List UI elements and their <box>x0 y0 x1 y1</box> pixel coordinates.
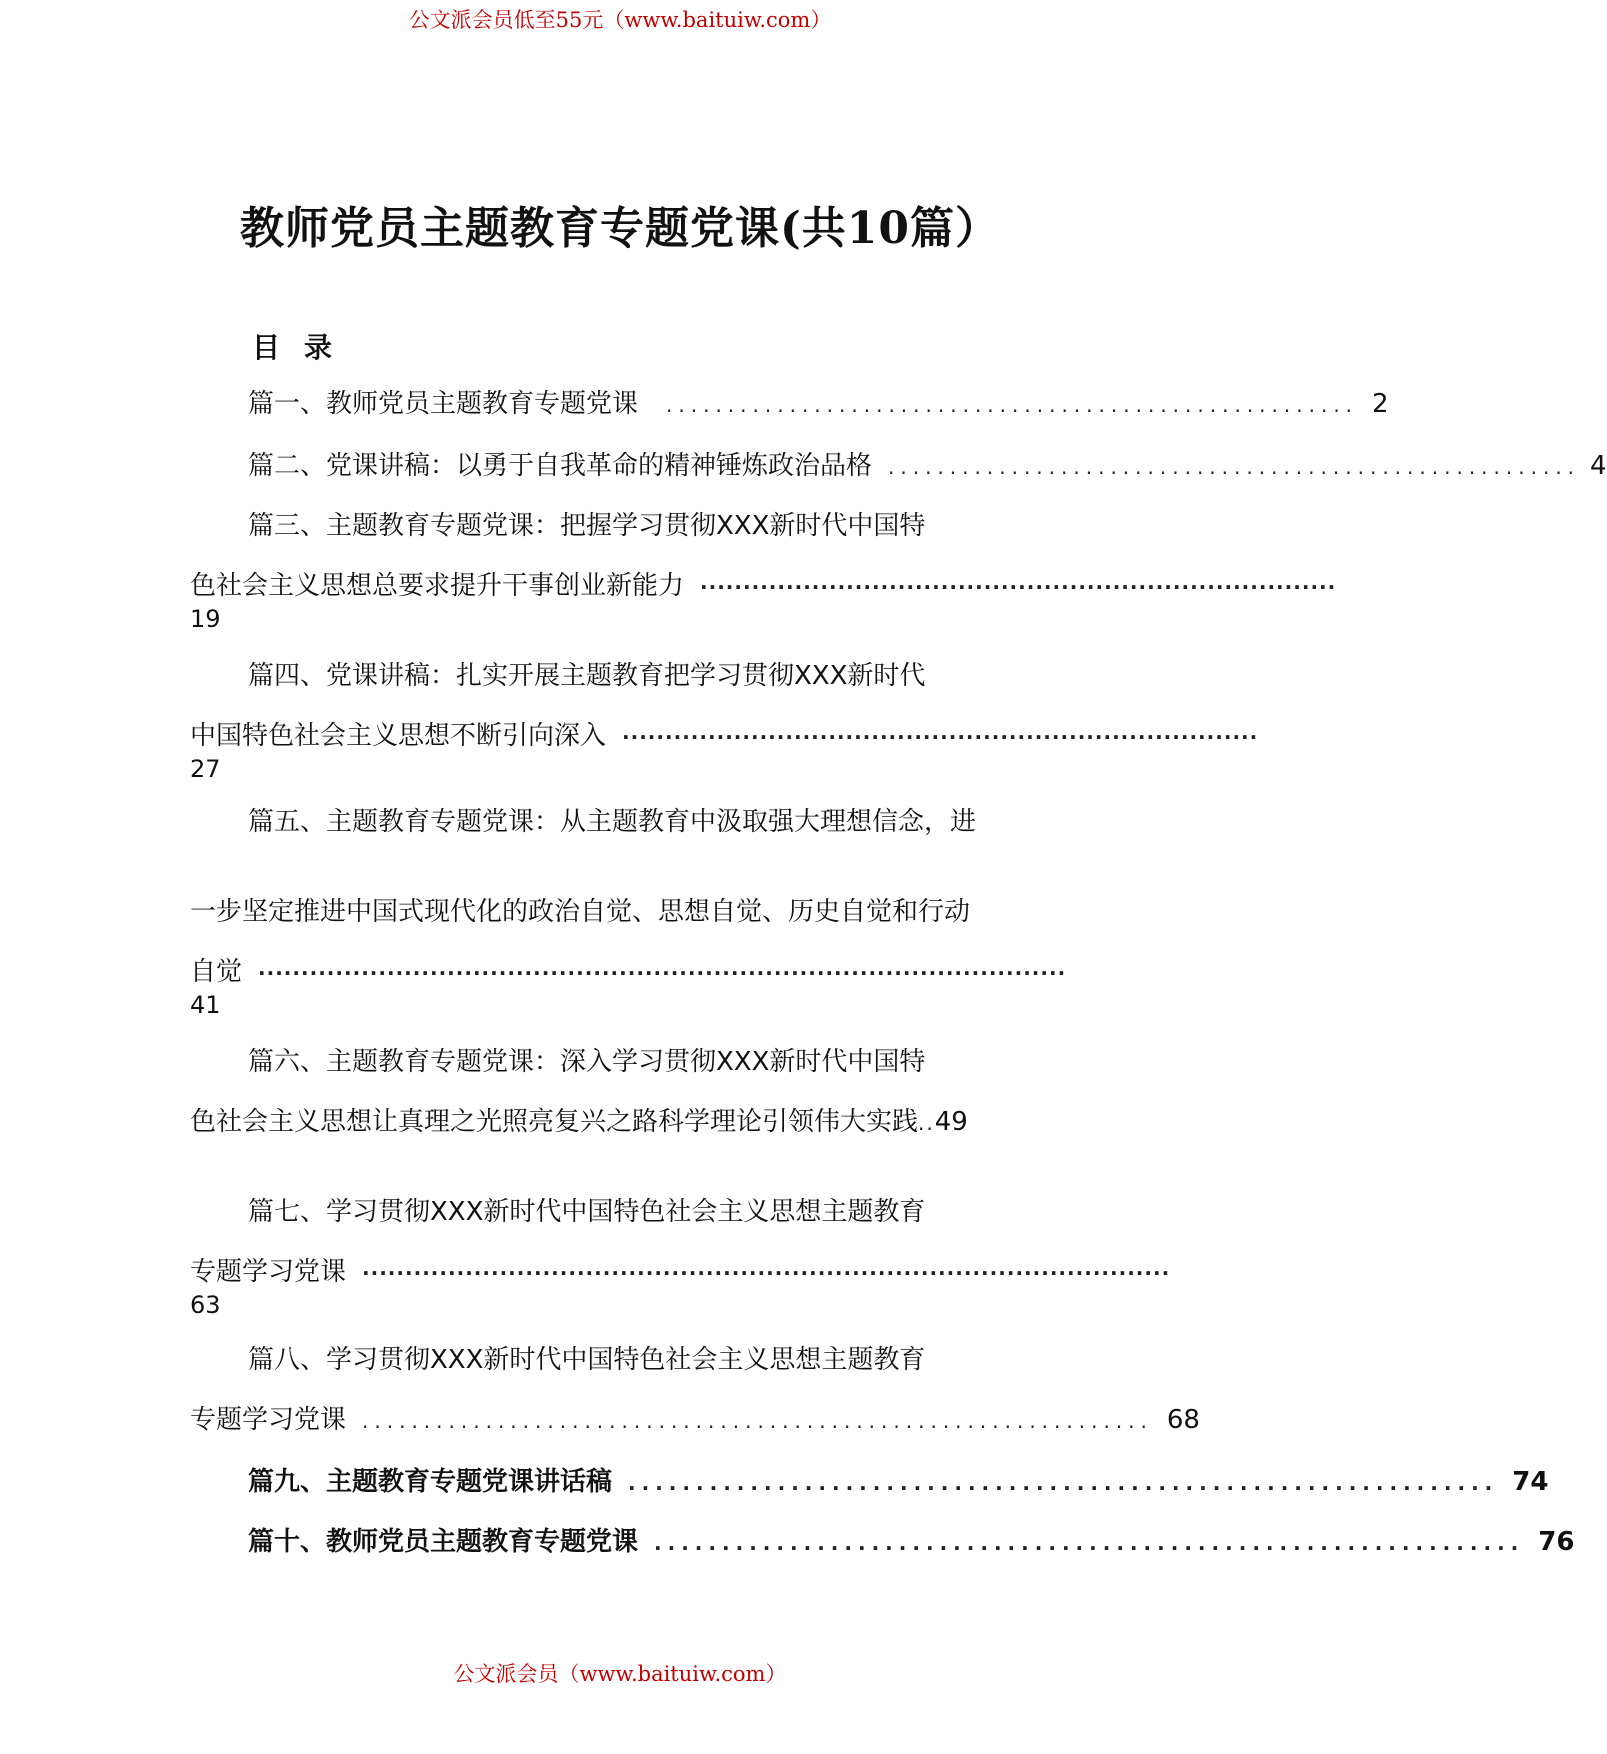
toc-entry-8-line-2[interactable] <box>190 1402 1200 1439</box>
toc-entry-page: 49 <box>934 1107 968 1137</box>
toc-entry-5-page: 41 <box>190 991 221 1019</box>
toc-entry-title: 篇一、教师党员主题教育专题党课 <box>248 389 639 419</box>
toc-entry-5-line-2[interactable]: 一步坚定推进中国式现代化的政治自觉、思想自觉、历史自觉和行动 <box>190 897 971 927</box>
dot-leader: ······························································································ <box>362 1261 1171 1285</box>
toc-entry-9[interactable] <box>248 1464 1549 1501</box>
document-title: 教师党员主题教育专题党课(共10篇） <box>239 203 1001 254</box>
dot-leader: ................................................................ <box>654 1531 1525 1555</box>
dot-leader: ·········································································· <box>700 575 1337 599</box>
toc-entry-6-line-2[interactable] <box>190 1104 1058 1141</box>
toc-entry-7-line-2[interactable] <box>190 1254 1171 1291</box>
toc-entry-5-line-1[interactable]: 篇五、主题教育专题党课：从主题教育中汲取强大理想信念，进 <box>248 807 977 837</box>
footer-banner: 公文派会员（www.baituiw.com） <box>453 1662 787 1686</box>
toc-entry-4-line-2[interactable] <box>190 718 1259 755</box>
toc-heading: 目录 <box>252 331 357 364</box>
dot-leader: ................................................................ <box>628 1471 1499 1495</box>
dot-leader: ........................................................ <box>666 393 1359 417</box>
toc-entry-title: 篇九、主题教育专题党课讲话稿 <box>248 1467 613 1497</box>
dot-leader: .. <box>918 1111 935 1135</box>
toc-entry-4-page: 27 <box>190 755 221 783</box>
toc-entry-8-line-1[interactable]: 篇八、学习贯彻XXX新时代中国特色社会主义思想主题教育 <box>248 1345 926 1375</box>
toc-entry-title: 篇二、党课讲稿：以勇于自我革命的精神锤炼政治品格 <box>248 451 873 481</box>
dot-leader: ........................................................ <box>888 455 1581 479</box>
toc-entry-title: 自觉 <box>190 957 243 987</box>
dot-leader: ······························································································ <box>258 961 1067 985</box>
toc-entry-7-line-1[interactable]: 篇七、学习贯彻XXX新时代中国特色社会主义思想主题教育 <box>248 1197 926 1227</box>
toc-entry-page: 2 <box>1372 389 1389 419</box>
toc-entry-3-page: 19 <box>190 605 221 633</box>
toc-entry-3-line-1[interactable]: 篇三、主题教育专题党课：把握学习贯彻XXX新时代中国特 <box>248 511 926 541</box>
toc-entry-page: 74 <box>1512 1467 1549 1497</box>
toc-entry-7-page: 63 <box>190 1291 221 1319</box>
toc-entry-page: 76 <box>1538 1527 1575 1557</box>
toc-entry-2[interactable] <box>248 448 1607 485</box>
toc-entry-10[interactable] <box>248 1524 1575 1561</box>
toc-entry-title: 中国特色社会主义思想不断引向深入 <box>190 721 607 751</box>
toc-entry-3-line-2[interactable] <box>190 568 1337 605</box>
toc-entry-title: 篇十、教师党员主题教育专题党课 <box>248 1527 639 1557</box>
toc-entry-title: 色社会主义思想让真理之光照亮复兴之路科学理论引领伟大实践 <box>190 1107 919 1137</box>
toc-entry-6-line-1[interactable]: 篇六、主题教育专题党课：深入学习贯彻XXX新时代中国特 <box>248 1047 926 1077</box>
dot-leader: ................................................................ <box>362 1409 1153 1433</box>
toc-entry-4-line-1[interactable]: 篇四、党课讲稿：扎实开展主题教育把学习贯彻XXX新时代 <box>248 661 926 691</box>
toc-entry-page: 68 <box>1166 1405 1200 1435</box>
toc-entry-page: 4 <box>1590 451 1607 481</box>
header-banner: 公文派会员低至55元（www.baituiw.com） <box>408 8 832 32</box>
toc-entry-title: 专题学习党课 <box>190 1257 347 1287</box>
dot-leader: ·········································································· <box>622 725 1259 749</box>
toc-entry-1[interactable] <box>248 386 1389 423</box>
toc-entry-title: 专题学习党课 <box>190 1405 347 1435</box>
toc-entry-title: 色社会主义思想总要求提升干事创业新能力 <box>190 571 685 601</box>
toc-entry-5-line-3[interactable] <box>190 954 1067 991</box>
